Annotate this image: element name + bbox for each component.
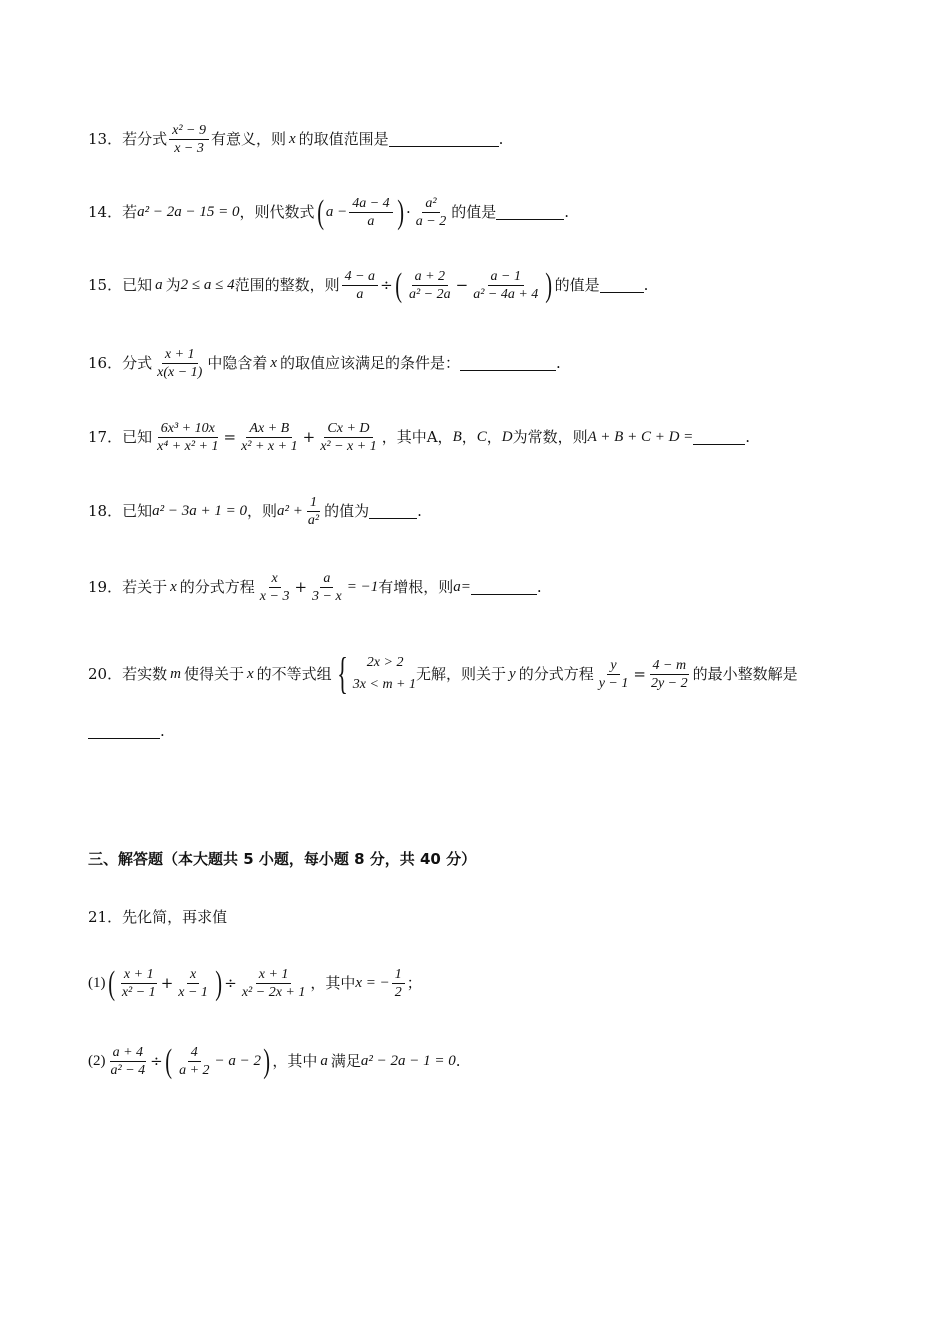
- answer-blank[interactable]: [88, 724, 160, 739]
- fraction: $\frac{x}{x - 3}$: [259, 571, 290, 604]
- fraction: $\frac{Cx + D}{\text{x² − x + 1}}$: [320, 421, 377, 454]
- answer-blank[interactable]: [369, 504, 417, 519]
- section-heading: 三、解答题（本大题共 5 小题，每小题 8 分，共 40 分）: [88, 850, 477, 868]
- fraction: $\frac{1}{2}$: [392, 966, 405, 1001]
- question-14: 14． 若 a² − 2a − 15 = 0 ，则代数式 ( a − $\frac{4a - 4}{a}$ ) · $\frac{\text{a²}}{a - 2}$ 的值是 .: [88, 193, 570, 231]
- fraction: $\frac{\text{x² − 9}}{x - 3}$: [169, 122, 209, 157]
- question-13: 13． 若分式 $\frac{\text{x² − 9}}{x - 3}$ 有意义，则 x 的取值范围是 .: [88, 123, 504, 156]
- fraction: $\frac{\text{6x³ + 10x}}{\text{x⁴ + x² + 1}}$: [157, 421, 219, 454]
- answer-blank[interactable]: [460, 356, 556, 371]
- question-19: 19． 若关于 x 的分式方程 $\frac{x}{x - 3}$ + $\frac{a}{3 - x}$ = −1 有增根，则 a= .: [88, 571, 542, 604]
- question-21-part-2: (2) $\frac{a + 4}{\text{a² − 4}}$ ÷ ( $\frac{4}{a + 2}$ − a − 2 ) ，其中 a 满足 a² − 2a − 1 = 0 .: [88, 1042, 461, 1080]
- question-21-part-1: (1) ( $\frac{x + 1}{\text{x² − 1}}$ + $\frac{x}{x - 1}$ ) ÷ $\frac{x + 1}{\text{x² − 2x + 1}}$ ，其中 x = − $\frac{1}{2}$ ；: [88, 964, 422, 1002]
- fraction: $\frac{4a - 4}{a}$: [349, 195, 392, 230]
- fraction: $\frac{y}{y - 1}$: [598, 657, 629, 691]
- fraction: $\frac{4 - a}{a}$: [342, 268, 378, 303]
- fraction: $\frac{x + 1}{\text{x² − 1}}$: [121, 967, 156, 1000]
- question-17: 17． 已知 $\frac{\text{6x³ + 10x}}{\text{x⁴ + x² + 1}}$ = $\frac{Ax + B}{\text{x² + x + 1}}$ + $\frac{Cx + D}{\text{x² − x + 1}}$ ，其中A， B ， C ， D 为常数，则 A + B + C + D = .: [88, 421, 751, 454]
- fraction: $\frac{a - 1}{\text{a² − 4a + 4}}$: [473, 269, 539, 302]
- answer-blank[interactable]: [693, 430, 745, 445]
- fraction: $\frac{a + 2}{\text{a² − 2a}}$: [408, 269, 451, 302]
- inequality-system: 2x > 2 3x < m + 1: [352, 655, 416, 692]
- fraction: $\frac{x + 1}{x(x - 1)}$: [157, 347, 203, 380]
- fraction: $\frac{4}{a + 2}$: [179, 1045, 210, 1078]
- answer-blank[interactable]: [471, 580, 537, 595]
- fraction: $\frac{\text{a²}}{a - 2}$: [415, 196, 447, 229]
- fraction: $\frac{x}{x - 1}$: [178, 967, 208, 1000]
- question-15: 15． 已知 a 为 2 ≤ a ≤ 4 范围的整数，则 $\frac{4 - a}{a}$ ÷ ( $\frac{a + 2}{\text{a² − 2a}}$ − $\frac{a - 1}{\text{a² − 4a + 4}}$ ) 的值是 .: [88, 266, 649, 304]
- fraction: $\frac{4 - m}{2y - 2}$: [650, 657, 688, 691]
- fraction: $\frac{Ax + B}{\text{x² + x + 1}}$: [241, 421, 298, 454]
- answer-blank[interactable]: [600, 278, 644, 293]
- question-20: 20． 若实数 m 使得关于 x 的不等式组 { 2x > 2 3x < m + 1 无解，则关于 y 的分式方程 $\frac{y}{y - 1}$ = $\frac{4 - m}{2y - 2}$ 的最小整数解是: [88, 649, 798, 698]
- answer-blank[interactable]: [389, 132, 499, 147]
- fraction: $\frac{a + 4}{\text{a² − 4}}$: [110, 1045, 146, 1078]
- fraction: $\frac{x + 1}{\text{x² − 2x + 1}}$: [241, 967, 306, 1000]
- fraction: $\frac{1}{\text{a²}}$: [307, 495, 320, 528]
- question-18: 18． 已知 a² − 3a + 1 = 0 ，则 a² + $\frac{1}{\text{a²}}$ 的值为 .: [88, 495, 422, 528]
- answer-blank[interactable]: [496, 205, 564, 220]
- question-16: 16． 分式 $\frac{x + 1}{x(x - 1)}$ 中隐含着 x 的取值应该满足的条件是： .: [88, 347, 561, 380]
- question-21-title: 21．先化简，再求值: [88, 908, 228, 926]
- fraction: $\frac{a}{3 - x}$: [312, 571, 342, 604]
- question-20-answer-line: .: [88, 724, 165, 739]
